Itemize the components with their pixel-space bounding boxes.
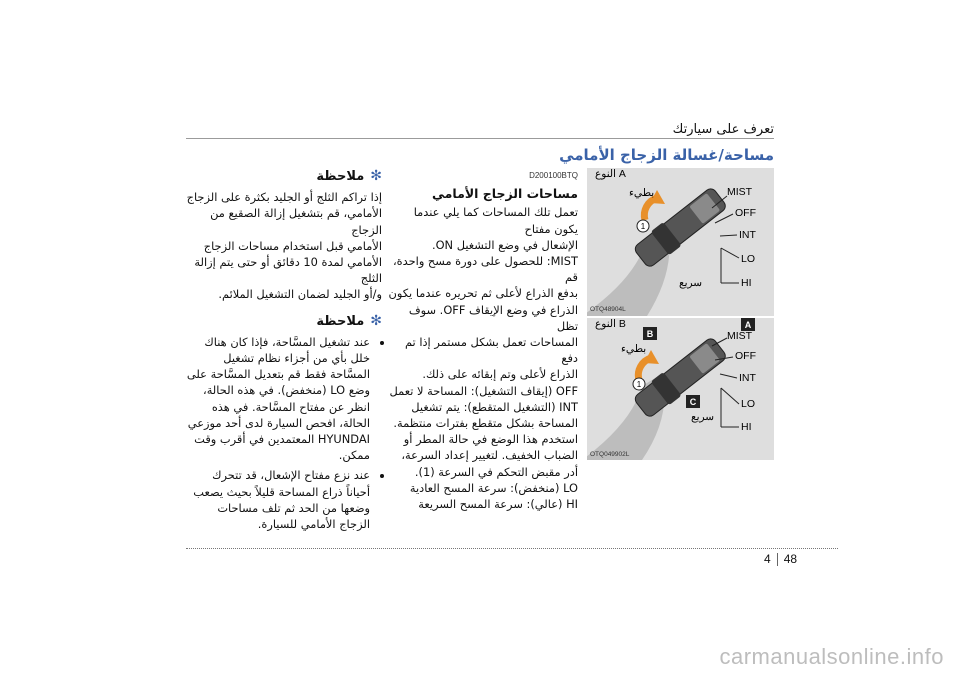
badge-c-letter: C [689, 397, 697, 407]
section-title: مساحة/غسالة الزجاج الأمامي [559, 146, 774, 164]
body-line: أدر مقبض التحكم في السرعة (1). [414, 464, 578, 479]
lo-label: LO [741, 398, 756, 410]
chapter-number: 4 [764, 552, 771, 566]
page-header-title: تعرف على سيارتك [672, 122, 774, 137]
footer-divider [186, 548, 838, 549]
badge-b-letter: B [646, 329, 654, 339]
body-line: المساحة بشكل متقطع بفترات منتظمة. [393, 416, 578, 431]
int-label: INT [739, 229, 756, 241]
page-number-value: 48 [783, 552, 798, 566]
type-label: النوع B [595, 318, 626, 330]
note-heading: ✻ملاحظة [316, 312, 382, 329]
wiper-figure-type-b [587, 318, 774, 460]
doc-code: D200100BTQ [529, 171, 578, 180]
note-star-icon: ✻ [370, 168, 382, 184]
figure-caption: OTQ049902L [590, 451, 630, 458]
note-line: الأمامي، قم بتشغيل إزالة الصقيع من الزجاج [210, 206, 382, 237]
body-line: LO (منخفض): سرعة المسح العادية [409, 480, 578, 495]
body-line: المساحات تعمل بشكل مستمر إذا تم دفع [404, 335, 578, 366]
notes-column [186, 168, 382, 536]
off-label: OFF [735, 207, 756, 219]
speed-knob-number: 1 [636, 380, 642, 389]
type-label: النوع A [595, 168, 626, 180]
body-line: بدفع الذراع لأعلى ثم تحريره عندما يكون [388, 286, 578, 301]
page-number-separator [777, 553, 778, 566]
body-line: الذراع لأعلى وتم إبقائه على ذلك. [422, 367, 578, 382]
header-divider [186, 138, 774, 139]
body-line: الذراع في وضع الإيقاف OFF. سوف تظل [408, 302, 578, 333]
body-line: MIST: للحصول على دورة مسح واحدة، قم [392, 254, 578, 285]
note-star-icon: ✻ [370, 312, 382, 329]
body-line: HI (عالي): سرعة المسح السريعة [418, 497, 578, 512]
note-line: و/أو الجليد لضمان التشغيل الملائم. [218, 287, 382, 302]
fast-label: سريع [679, 277, 703, 289]
fast-label: سريع [691, 411, 715, 423]
wiper-figure-type-a [587, 168, 774, 316]
body-line: الإشعال في وضع التشغيل ON. [431, 237, 578, 252]
speed-knob-number: 1 [640, 222, 646, 231]
body-line: INT (التشغيل المتقطع): يتم تشغيل [411, 399, 578, 414]
note-bullet: • عند نزع مفتاح الإشعال، قد تتحرك أحياناً ذراع المساحة قليلاً بحيث يصعب وضعها من الحد ثم تلف مساحات الزجاج الأمامي للسيارة. [186, 467, 370, 532]
note-line: الأمامي قبل استخدام مساحات الزجاج [203, 238, 382, 253]
note-heading: ✻ملاحظة [316, 168, 382, 184]
hi-label: HI [741, 421, 752, 433]
slow-label: بطيء [621, 343, 647, 355]
body-line: الضباب الخفيف. لتغيير إعداد السرعة، [401, 448, 578, 463]
note-bullets [186, 334, 382, 532]
lo-label: LO [741, 253, 756, 265]
hi-label: HI [741, 277, 752, 289]
slow-label: بطيء [629, 187, 655, 199]
note-bullet: • عند تشغيل المسَّاحة، فإذا كان هناك خلل بأي من أجزاء نظام تشغيل المسَّاحة فقط قم بتعديل المسَّاحة على وضع LO (منخفض). في هذه الحالة، انظر عن مفتاح المسَّاحة. في هذه الحالة، افحص السيارة لدى أحد موزعي HYUNDAI المعتمدين في أقرب وقت ممكن. [186, 334, 370, 464]
watermark: carmanualsonline.info [719, 644, 944, 669]
off-label: OFF [735, 350, 756, 362]
figure-caption: OTQ48904L [590, 306, 626, 313]
wipers-heading: مساحات الزجاج الأمامي [432, 186, 578, 202]
page-number [764, 552, 797, 566]
int-label: INT [739, 372, 756, 384]
mist-label: MIST [727, 186, 753, 198]
body-line: استخدم هذا الوضع في حالة المطر أو [403, 432, 578, 447]
wipers-column [388, 168, 578, 512]
body-line: OFF (إيقاف التشغيل): المساحة لا تعمل [389, 383, 578, 398]
badge-a-letter: A [744, 320, 752, 330]
mist-label: MIST [727, 330, 753, 342]
note-line: إذا تراكم الثلج أو الجليد بكثرة على الزجاج [186, 190, 382, 205]
note-line: الأمامي لمدة 10 دقائق أو حتى يتم إزالة الثلج [194, 255, 382, 286]
body-line: تعمل تلك المساحات كما يلي عندما يكون مفتاح [413, 205, 578, 236]
